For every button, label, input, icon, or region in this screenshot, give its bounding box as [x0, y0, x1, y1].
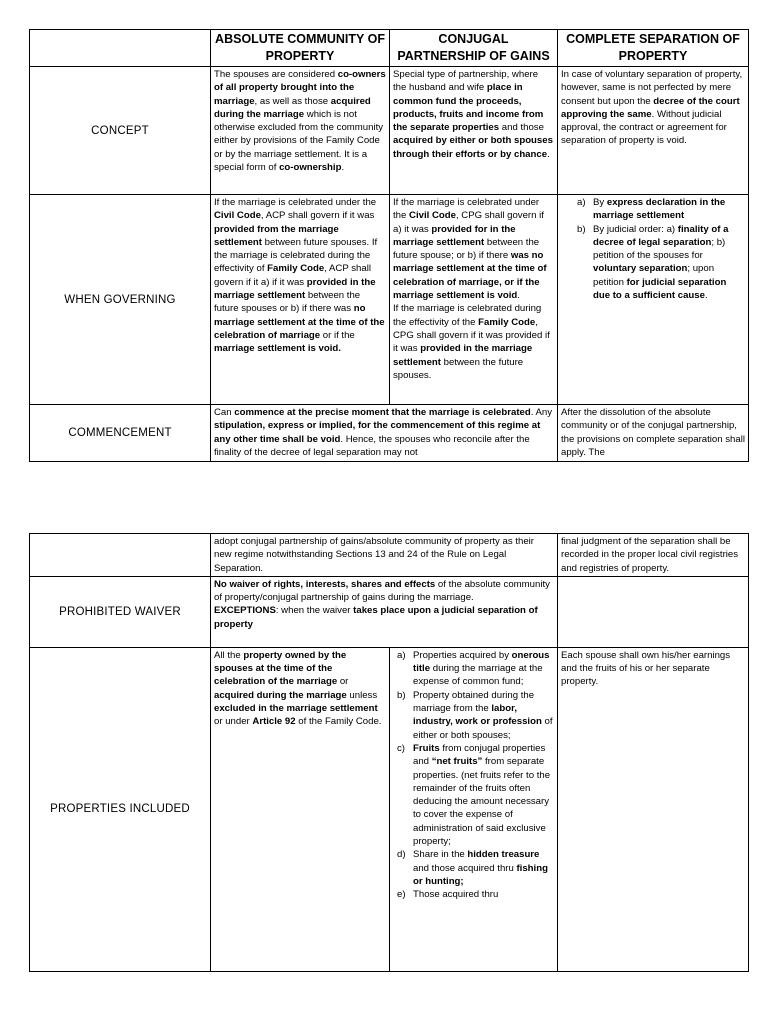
bold-text: onerous title	[413, 649, 550, 675]
list-marker: e)	[397, 889, 406, 901]
text: Property obtained during the marriage from the	[413, 689, 535, 715]
bold-text: acquired by either or both spouses through their efforts or by chance	[393, 135, 553, 160]
bold-text: Fruits	[413, 742, 440, 754]
bold-text: Article 92	[252, 716, 296, 728]
text: between the future spouse; or b) if there	[393, 236, 540, 262]
waiver-exceptions	[214, 604, 554, 631]
bold-text: place in common fund the proceeds, products, fruits and income from the separate properties	[393, 82, 544, 134]
waiver-csp	[558, 576, 749, 647]
text: , as well as those	[254, 95, 331, 107]
included-acp	[211, 647, 390, 971]
bold-text: fishing or hunting;	[413, 862, 548, 887]
bold-text: acquired during the marriage	[214, 95, 371, 120]
bold-text: decree of the court approving the same	[561, 95, 740, 120]
list-marker: b)	[577, 223, 586, 235]
row-commencement-continued	[30, 534, 749, 577]
row-concept	[30, 67, 749, 195]
text: ; b) petition of the spouses for	[593, 236, 726, 262]
text: from conjugal properties and	[413, 742, 546, 768]
bold-text: property owned by the spouses at the time of the celebration of the marriage	[214, 649, 347, 688]
list-marker: d)	[397, 849, 406, 861]
list-marker: a)	[577, 197, 586, 208]
list-marker: b)	[397, 689, 406, 701]
bold-text: Civil Code	[409, 210, 456, 222]
text: .	[517, 290, 520, 302]
waiver-acp-cpg	[211, 576, 558, 647]
row-properties-included	[30, 647, 749, 971]
governing-cpg-paragraph-1	[393, 196, 554, 302]
list-item-text	[413, 650, 550, 688]
governing-cpg	[390, 195, 558, 405]
text: In case of voluntary separation of property, however, same is not perfected by mere consent but upon the	[561, 69, 743, 107]
concept-cpg	[390, 67, 558, 195]
text: or under	[214, 716, 253, 728]
comparison-table-part-1	[29, 29, 749, 462]
header-row	[30, 30, 749, 67]
text: and those acquired thru	[413, 862, 517, 874]
row-label-commencement: COMMENCEMENT	[30, 405, 211, 462]
comparison-table-part-2	[29, 533, 749, 972]
text: of the absolute community of property/conjugal partnership of gains during the marriage.	[214, 578, 550, 604]
bold-text: Family Code	[267, 263, 325, 275]
list-item-text	[413, 690, 553, 741]
text: ; upon petition	[593, 263, 715, 288]
list-item	[561, 223, 745, 303]
header-cpg: CONJUGAL PARTNERSHIP OF GAINS	[390, 30, 558, 67]
bold-text: provided in the marriage settlement	[393, 343, 533, 368]
text: If the marriage is celebrated under the	[214, 197, 377, 208]
list-item	[393, 649, 554, 689]
list-item-text	[593, 224, 728, 301]
bold-text: finality of a decree of legal separation	[593, 223, 729, 248]
text: If the marriage is celebrated during the effectivity of the	[393, 303, 542, 328]
bold-text: Family Code	[478, 316, 536, 328]
bold-text: provided from the marriage settlement	[214, 223, 339, 248]
concept-acp	[211, 67, 390, 195]
header-empty-cell	[30, 30, 211, 67]
text: between future spouses. If the marriage is celebrated during the effectivity of	[214, 236, 378, 275]
bold-text: marriage settlement is void.	[214, 343, 341, 355]
bold-text: acquired during the marriage	[214, 689, 347, 701]
governing-acp	[211, 195, 390, 405]
bold-text: was no marriage settlement at the time of celebration of marriage, or if the marriage settlement is void	[393, 250, 547, 302]
list-item	[393, 689, 554, 742]
included-cpg	[390, 647, 558, 971]
row-label-when-governing: WHEN GOVERNING	[30, 195, 211, 405]
text: or if the	[320, 329, 355, 341]
text: .	[547, 148, 550, 160]
row-commencement	[30, 405, 749, 462]
text: . Any	[530, 407, 553, 418]
text: .	[704, 290, 708, 302]
text: Each spouse shall own his/her earnings and the fruits of his or her separate property.	[561, 649, 731, 688]
bold-text: hidden treasure	[467, 849, 540, 861]
bold-text: labor, industry, work or profession	[413, 703, 542, 728]
concept-csp	[558, 67, 749, 195]
text: which is not otherwise excluded from the community either by provisions of the Family Code or by the marriage settlement. It is a special form of	[214, 108, 384, 174]
bold-text: provided for in the marriage settlement	[393, 223, 516, 248]
text: during the marriage at the expense of common fund;	[413, 663, 543, 688]
bold-text: co-ownership	[279, 162, 342, 174]
list-item	[393, 888, 554, 901]
text: : when the waiver	[275, 605, 354, 617]
text: , ACP shall govern if it a) if it was	[214, 263, 371, 288]
list-item-text	[593, 197, 725, 221]
list-item	[393, 742, 554, 848]
text: All the	[214, 649, 244, 661]
text: After the dissolution of the absolute community or of the conjugal partnership, the provisions on complete separation shall apply. The	[561, 407, 745, 458]
list-item	[393, 848, 554, 888]
bold-text: Civil Code	[214, 210, 261, 222]
governing-csp-list	[561, 196, 745, 302]
list-item	[561, 196, 745, 223]
text: final judgment of the separation shall be recorded in the proper local civil registries and registries of property.	[561, 536, 739, 574]
text: .	[341, 162, 345, 174]
text: between the future spouses.	[393, 356, 524, 381]
governing-csp	[558, 195, 749, 405]
header-acp: ABSOLUTE COMMUNITY OF PROPERTY	[211, 30, 390, 67]
bold-text: takes place upon a judicial separation of property	[214, 605, 538, 630]
text: of the Family Code.	[295, 716, 382, 728]
bold-text: voluntary separation	[593, 263, 688, 275]
bold-text: no marriage settlement at the time of the celebration of marriage	[214, 303, 385, 341]
bold-text: for judicial separation due to a sufficient cause	[593, 276, 727, 302]
text: Can	[214, 407, 235, 418]
text: Special type of partnership, where the husband and wife	[393, 69, 539, 94]
bold-text: “net fruits”	[431, 756, 483, 768]
text: By judicial order: a)	[593, 223, 678, 235]
text: Properties acquired by	[413, 649, 512, 661]
commencement-continued-label-cell	[30, 534, 211, 577]
commencement-csp-continued	[558, 534, 749, 577]
row-label-prohibited-waiver: PROHIBITED WAIVER	[30, 576, 211, 647]
included-cpg-list	[393, 649, 554, 902]
text: By	[593, 197, 607, 208]
commencement-acp-cpg-continued	[211, 534, 558, 577]
bold-text: stipulation, express or implied, for the commencement of this regime at any other time shall be void	[214, 420, 541, 445]
bold-text: commence at the precise moment that the marriage is celebrated	[234, 407, 531, 418]
bold-text: No waiver of rights, interests, shares and effects	[214, 578, 436, 590]
bold-text: express declaration in the marriage settlement	[593, 197, 726, 222]
text: Those acquired thru	[413, 889, 499, 901]
text: Share in the	[413, 849, 468, 861]
list-item-text	[413, 743, 550, 847]
text: and those	[499, 122, 544, 134]
header-csp: COMPLETE SEPARATION OF PROPERTY	[558, 30, 749, 67]
governing-cpg-paragraph-2	[393, 302, 554, 382]
row-when-governing	[30, 195, 749, 405]
row-label-concept: CONCEPT	[30, 67, 211, 195]
text: between the future spouses or b) if there was	[214, 290, 361, 315]
waiver-paragraph-1	[214, 578, 554, 605]
list-marker: a)	[397, 649, 406, 661]
text: , ACP shall govern if it was	[260, 210, 375, 222]
text: or	[337, 676, 349, 688]
list-item-text	[413, 889, 498, 900]
text: , CPG shall govern if it was provided if it was	[393, 316, 550, 355]
text: , CPG shall govern if a) it was	[393, 210, 544, 235]
text: from separate properties. (net fruits refer to the remainder of the fruits often deducing the amount necessary to cover the expense of administration of said exclusive property;	[413, 756, 551, 848]
list-item-text	[413, 849, 548, 887]
text: unless	[346, 689, 378, 701]
text: adopt conjugal partnership of gains/absolute community of property as their new regime notwithstanding Sections 13 and 24 of the Rule on Legal Separation.	[214, 536, 534, 574]
bold-text: provided in the marriage settlement	[214, 276, 376, 302]
commencement-csp	[558, 405, 749, 462]
bold-text: co-owners of all property brought into the marriage	[214, 69, 386, 107]
text: of either or both spouses;	[413, 716, 553, 741]
bold-text: EXCEPTIONS	[214, 605, 276, 617]
commencement-acp-cpg	[211, 405, 558, 462]
list-marker: c)	[397, 742, 405, 754]
text: The spouses are considered	[214, 69, 338, 80]
row-label-properties-included: PROPERTIES INCLUDED	[30, 647, 211, 971]
text: If the marriage is celebrated under the	[393, 197, 540, 222]
text: . Hence, the spouses who reconcile after the finality of the decree of legal separation may not	[214, 433, 530, 458]
text: . Without judicial approval, the contract or agreement for separation of property is void.	[561, 108, 727, 147]
row-prohibited-waiver	[30, 576, 749, 647]
included-csp	[558, 647, 749, 971]
bold-text: excluded in the marriage settlement	[214, 703, 378, 715]
